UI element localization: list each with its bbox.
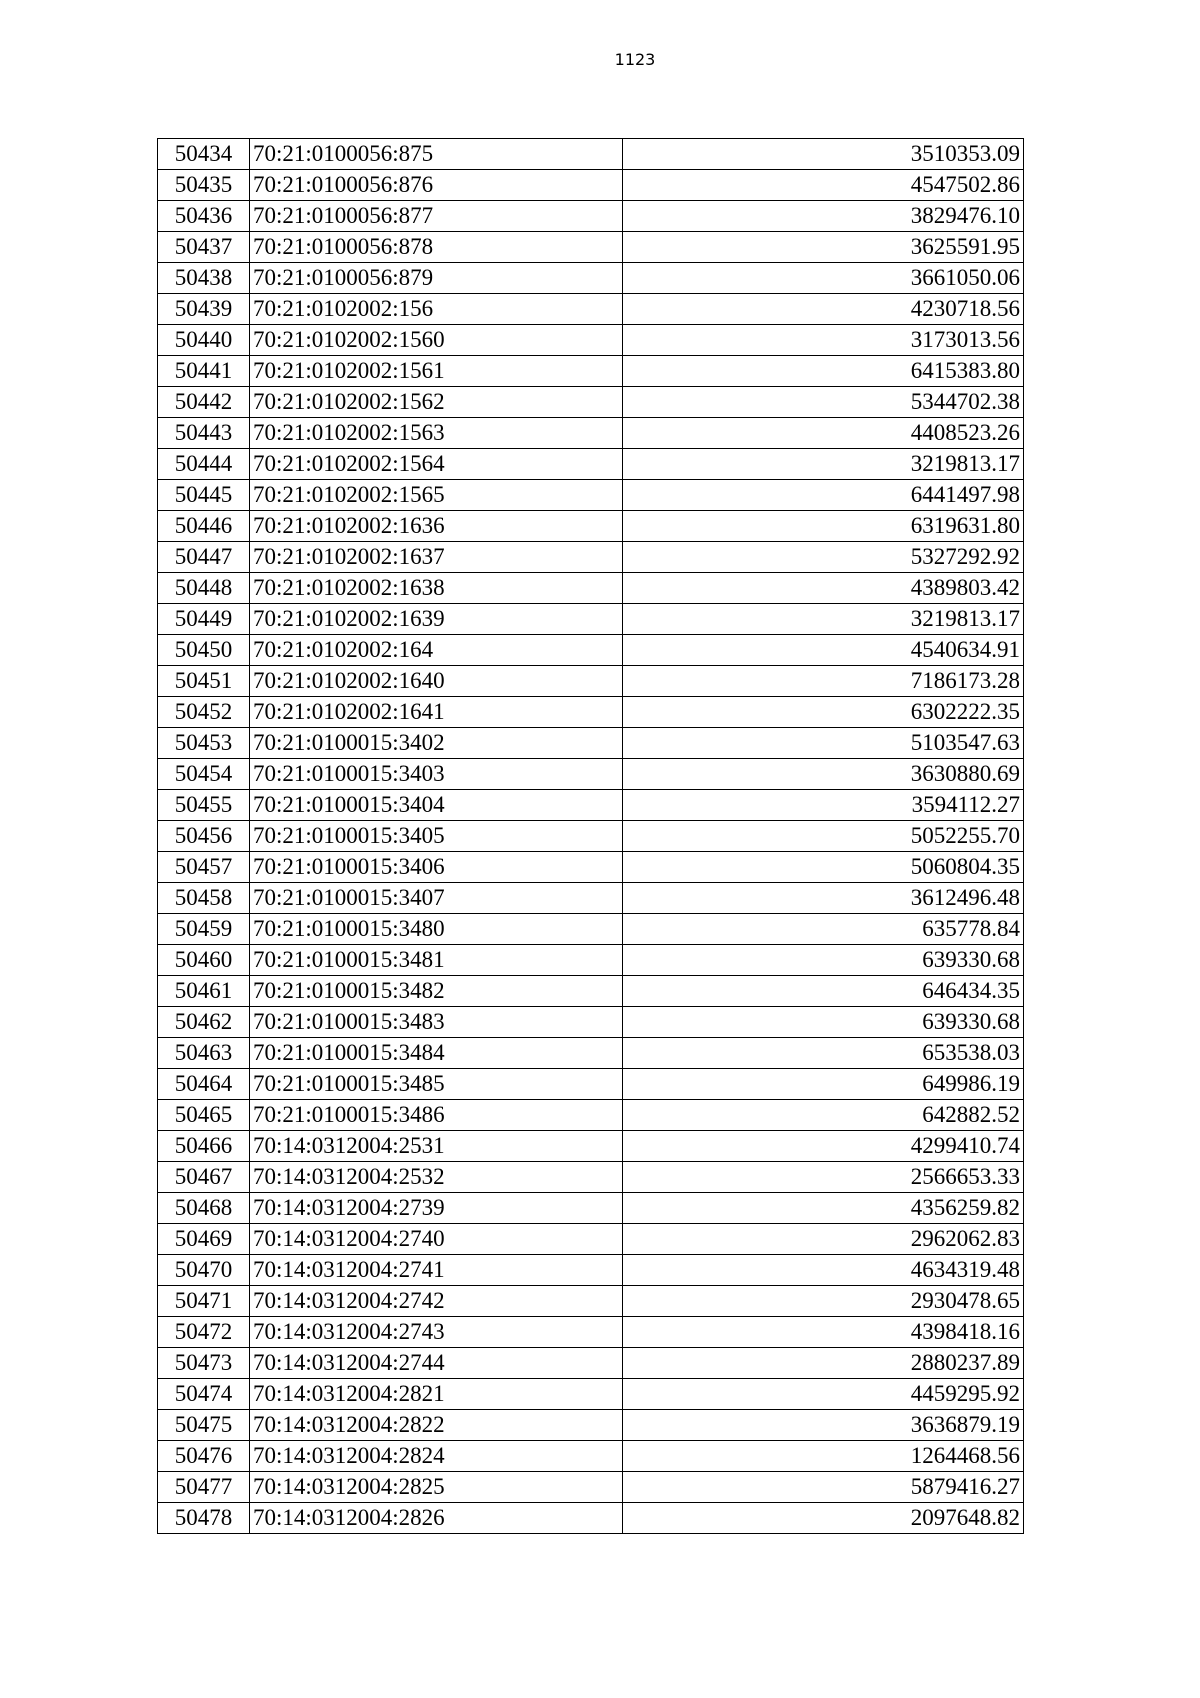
cadastral-value-cell: 4389803.42 xyxy=(623,573,1024,604)
row-number-cell: 50442 xyxy=(158,387,250,418)
cadastral-number-cell: 70:14:0312004:2744 xyxy=(250,1348,623,1379)
cadastral-number-cell: 70:21:0100015:3402 xyxy=(250,728,623,759)
table-row xyxy=(158,511,1024,542)
row-number-cell: 50453 xyxy=(158,728,250,759)
cadastral-number-cell: 70:21:0100015:3485 xyxy=(250,1069,623,1100)
cadastral-number-cell: 70:21:0102002:1565 xyxy=(250,480,623,511)
row-number-cell: 50478 xyxy=(158,1503,250,1534)
cadastral-value-cell: 635778.84 xyxy=(623,914,1024,945)
cadastral-number-cell: 70:21:0100015:3481 xyxy=(250,945,623,976)
row-number-cell: 50444 xyxy=(158,449,250,480)
cadastral-number-cell: 70:14:0312004:2740 xyxy=(250,1224,623,1255)
cadastral-number-cell: 70:21:0100015:3482 xyxy=(250,976,623,1007)
row-number-cell: 50441 xyxy=(158,356,250,387)
cadastral-number-cell: 70:21:0102002:156 xyxy=(250,294,623,325)
cadastral-number-cell: 70:21:0100056:879 xyxy=(250,263,623,294)
cadastral-number-cell: 70:21:0102002:1561 xyxy=(250,356,623,387)
cadastral-value-cell: 5103547.63 xyxy=(623,728,1024,759)
cadastral-number-cell: 70:14:0312004:2741 xyxy=(250,1255,623,1286)
row-number-cell: 50476 xyxy=(158,1441,250,1472)
table-row xyxy=(158,821,1024,852)
cadastral-value-cell: 6302222.35 xyxy=(623,697,1024,728)
row-number-cell: 50447 xyxy=(158,542,250,573)
table-row xyxy=(158,1472,1024,1503)
cadastral-number-cell: 70:14:0312004:2821 xyxy=(250,1379,623,1410)
cadastral-number-cell: 70:21:0102002:1563 xyxy=(250,418,623,449)
table-row xyxy=(158,1162,1024,1193)
cadastral-number-cell: 70:21:0100015:3405 xyxy=(250,821,623,852)
row-number-cell: 50452 xyxy=(158,697,250,728)
cadastral-value-cell: 639330.68 xyxy=(623,1007,1024,1038)
cadastral-number-cell: 70:14:0312004:2825 xyxy=(250,1472,623,1503)
table-row xyxy=(158,604,1024,635)
row-number-cell: 50467 xyxy=(158,1162,250,1193)
cadastral-number-cell: 70:14:0312004:2822 xyxy=(250,1410,623,1441)
cadastral-number-cell: 70:14:0312004:2531 xyxy=(250,1131,623,1162)
table-row xyxy=(158,201,1024,232)
table-row xyxy=(158,914,1024,945)
row-number-cell: 50475 xyxy=(158,1410,250,1441)
table-row xyxy=(158,1007,1024,1038)
cadastral-value-cell: 4459295.92 xyxy=(623,1379,1024,1410)
table-row xyxy=(158,1379,1024,1410)
table-row xyxy=(158,759,1024,790)
cadastral-value-cell: 3219813.17 xyxy=(623,449,1024,480)
table-row xyxy=(158,480,1024,511)
cadastral-number-cell: 70:21:0100015:3403 xyxy=(250,759,623,790)
row-number-cell: 50459 xyxy=(158,914,250,945)
table-row xyxy=(158,387,1024,418)
cadastral-value-table xyxy=(157,138,1024,1534)
row-number-cell: 50436 xyxy=(158,201,250,232)
cadastral-value-cell: 1264468.56 xyxy=(623,1441,1024,1472)
cadastral-number-cell: 70:14:0312004:2824 xyxy=(250,1441,623,1472)
row-number-cell: 50460 xyxy=(158,945,250,976)
table-row xyxy=(158,139,1024,170)
cadastral-value-cell: 2930478.65 xyxy=(623,1286,1024,1317)
row-number-cell: 50451 xyxy=(158,666,250,697)
cadastral-value-cell: 2880237.89 xyxy=(623,1348,1024,1379)
row-number-cell: 50439 xyxy=(158,294,250,325)
table-row xyxy=(158,294,1024,325)
row-number-cell: 50454 xyxy=(158,759,250,790)
cadastral-value-cell: 3636879.19 xyxy=(623,1410,1024,1441)
cadastral-number-cell: 70:21:0100056:877 xyxy=(250,201,623,232)
row-number-cell: 50434 xyxy=(158,139,250,170)
table-row xyxy=(158,263,1024,294)
cadastral-value-cell: 4540634.91 xyxy=(623,635,1024,666)
table-row xyxy=(158,1131,1024,1162)
cadastral-number-cell: 70:14:0312004:2743 xyxy=(250,1317,623,1348)
table-row xyxy=(158,666,1024,697)
table-row xyxy=(158,1317,1024,1348)
table-row xyxy=(158,1503,1024,1534)
table-row xyxy=(158,976,1024,1007)
row-number-cell: 50458 xyxy=(158,883,250,914)
row-number-cell: 50448 xyxy=(158,573,250,604)
cadastral-value-cell: 2097648.82 xyxy=(623,1503,1024,1534)
table-row xyxy=(158,1038,1024,1069)
cadastral-value-cell: 5344702.38 xyxy=(623,387,1024,418)
row-number-cell: 50462 xyxy=(158,1007,250,1038)
cadastral-value-cell: 3173013.56 xyxy=(623,325,1024,356)
cadastral-number-cell: 70:21:0102002:1564 xyxy=(250,449,623,480)
table-row xyxy=(158,1441,1024,1472)
cadastral-value-cell: 7186173.28 xyxy=(623,666,1024,697)
cadastral-value-cell: 4230718.56 xyxy=(623,294,1024,325)
row-number-cell: 50470 xyxy=(158,1255,250,1286)
row-number-cell: 50455 xyxy=(158,790,250,821)
cadastral-number-cell: 70:21:0100015:3484 xyxy=(250,1038,623,1069)
cadastral-value-cell: 4356259.82 xyxy=(623,1193,1024,1224)
cadastral-number-cell: 70:21:0100056:878 xyxy=(250,232,623,263)
row-number-cell: 50445 xyxy=(158,480,250,511)
cadastral-value-cell: 4547502.86 xyxy=(623,170,1024,201)
row-number-cell: 50437 xyxy=(158,232,250,263)
cadastral-value-cell: 2962062.83 xyxy=(623,1224,1024,1255)
cadastral-value-cell: 3661050.06 xyxy=(623,263,1024,294)
row-number-cell: 50435 xyxy=(158,170,250,201)
row-number-cell: 50463 xyxy=(158,1038,250,1069)
table-row xyxy=(158,1224,1024,1255)
cadastral-value-cell: 4634319.48 xyxy=(623,1255,1024,1286)
cadastral-number-cell: 70:21:0102002:1637 xyxy=(250,542,623,573)
cadastral-value-cell: 2566653.33 xyxy=(623,1162,1024,1193)
row-number-cell: 50461 xyxy=(158,976,250,1007)
table-body xyxy=(158,139,1024,1534)
row-number-cell: 50443 xyxy=(158,418,250,449)
page-number: 1123 xyxy=(614,50,656,69)
table-row xyxy=(158,1286,1024,1317)
row-number-cell: 50465 xyxy=(158,1100,250,1131)
table-row xyxy=(158,1100,1024,1131)
cadastral-value-cell: 3219813.17 xyxy=(623,604,1024,635)
cadastral-value-cell: 3829476.10 xyxy=(623,201,1024,232)
cadastral-value-cell: 5327292.92 xyxy=(623,542,1024,573)
table-row xyxy=(158,232,1024,263)
row-number-cell: 50469 xyxy=(158,1224,250,1255)
cadastral-number-cell: 70:21:0102002:1636 xyxy=(250,511,623,542)
table-row xyxy=(158,1069,1024,1100)
row-number-cell: 50457 xyxy=(158,852,250,883)
row-number-cell: 50446 xyxy=(158,511,250,542)
cadastral-number-cell: 70:21:0102002:1638 xyxy=(250,573,623,604)
cadastral-value-cell: 4299410.74 xyxy=(623,1131,1024,1162)
cadastral-number-cell: 70:21:0102002:1641 xyxy=(250,697,623,728)
cadastral-number-cell: 70:14:0312004:2826 xyxy=(250,1503,623,1534)
table-row xyxy=(158,883,1024,914)
cadastral-value-cell: 649986.19 xyxy=(623,1069,1024,1100)
row-number-cell: 50464 xyxy=(158,1069,250,1100)
cadastral-value-cell: 5060804.35 xyxy=(623,852,1024,883)
row-number-cell: 50471 xyxy=(158,1286,250,1317)
table-row xyxy=(158,852,1024,883)
row-number-cell: 50456 xyxy=(158,821,250,852)
row-number-cell: 50473 xyxy=(158,1348,250,1379)
table-row xyxy=(158,170,1024,201)
cadastral-number-cell: 70:21:0102002:1639 xyxy=(250,604,623,635)
cadastral-number-cell: 70:21:0100015:3407 xyxy=(250,883,623,914)
cadastral-number-cell: 70:14:0312004:2739 xyxy=(250,1193,623,1224)
cadastral-value-cell: 3630880.69 xyxy=(623,759,1024,790)
table-row xyxy=(158,728,1024,759)
cadastral-value-cell: 5052255.70 xyxy=(623,821,1024,852)
cadastral-value-cell: 5879416.27 xyxy=(623,1472,1024,1503)
row-number-cell: 50477 xyxy=(158,1472,250,1503)
table-row xyxy=(158,542,1024,573)
cadastral-number-cell: 70:21:0102002:1640 xyxy=(250,666,623,697)
table-row xyxy=(158,1410,1024,1441)
cadastral-value-cell: 4398418.16 xyxy=(623,1317,1024,1348)
row-number-cell: 50438 xyxy=(158,263,250,294)
cadastral-number-cell: 70:21:0102002:164 xyxy=(250,635,623,666)
table-row xyxy=(158,1348,1024,1379)
cadastral-value-cell: 6441497.98 xyxy=(623,480,1024,511)
cadastral-number-cell: 70:14:0312004:2742 xyxy=(250,1286,623,1317)
cadastral-value-cell: 3625591.95 xyxy=(623,232,1024,263)
cadastral-value-cell: 653538.03 xyxy=(623,1038,1024,1069)
row-number-cell: 50466 xyxy=(158,1131,250,1162)
cadastral-number-cell: 70:21:0102002:1562 xyxy=(250,387,623,418)
cadastral-value-cell: 6319631.80 xyxy=(623,511,1024,542)
table-row xyxy=(158,1193,1024,1224)
cadastral-value-cell: 3594112.27 xyxy=(623,790,1024,821)
cadastral-value-cell: 642882.52 xyxy=(623,1100,1024,1131)
cadastral-number-cell: 70:21:0100015:3483 xyxy=(250,1007,623,1038)
table-row xyxy=(158,573,1024,604)
cadastral-number-cell: 70:21:0100015:3486 xyxy=(250,1100,623,1131)
cadastral-number-cell: 70:21:0100056:875 xyxy=(250,139,623,170)
cadastral-number-cell: 70:21:0102002:1560 xyxy=(250,325,623,356)
cadastral-value-cell: 646434.35 xyxy=(623,976,1024,1007)
cadastral-value-cell: 639330.68 xyxy=(623,945,1024,976)
cadastral-number-cell: 70:21:0100015:3480 xyxy=(250,914,623,945)
table-row xyxy=(158,1255,1024,1286)
cadastral-value-cell: 6415383.80 xyxy=(623,356,1024,387)
row-number-cell: 50468 xyxy=(158,1193,250,1224)
table-row xyxy=(158,635,1024,666)
cadastral-value-cell: 4408523.26 xyxy=(623,418,1024,449)
row-number-cell: 50474 xyxy=(158,1379,250,1410)
row-number-cell: 50472 xyxy=(158,1317,250,1348)
table-row xyxy=(158,325,1024,356)
table-row xyxy=(158,945,1024,976)
row-number-cell: 50449 xyxy=(158,604,250,635)
cadastral-number-cell: 70:21:0100015:3404 xyxy=(250,790,623,821)
cadastral-value-cell: 3510353.09 xyxy=(623,139,1024,170)
table-row xyxy=(158,449,1024,480)
table-row xyxy=(158,356,1024,387)
table-row xyxy=(158,697,1024,728)
row-number-cell: 50440 xyxy=(158,325,250,356)
row-number-cell: 50450 xyxy=(158,635,250,666)
table-row xyxy=(158,418,1024,449)
cadastral-number-cell: 70:21:0100056:876 xyxy=(250,170,623,201)
table-row xyxy=(158,790,1024,821)
cadastral-number-cell: 70:14:0312004:2532 xyxy=(250,1162,623,1193)
cadastral-number-cell: 70:21:0100015:3406 xyxy=(250,852,623,883)
cadastral-value-cell: 3612496.48 xyxy=(623,883,1024,914)
